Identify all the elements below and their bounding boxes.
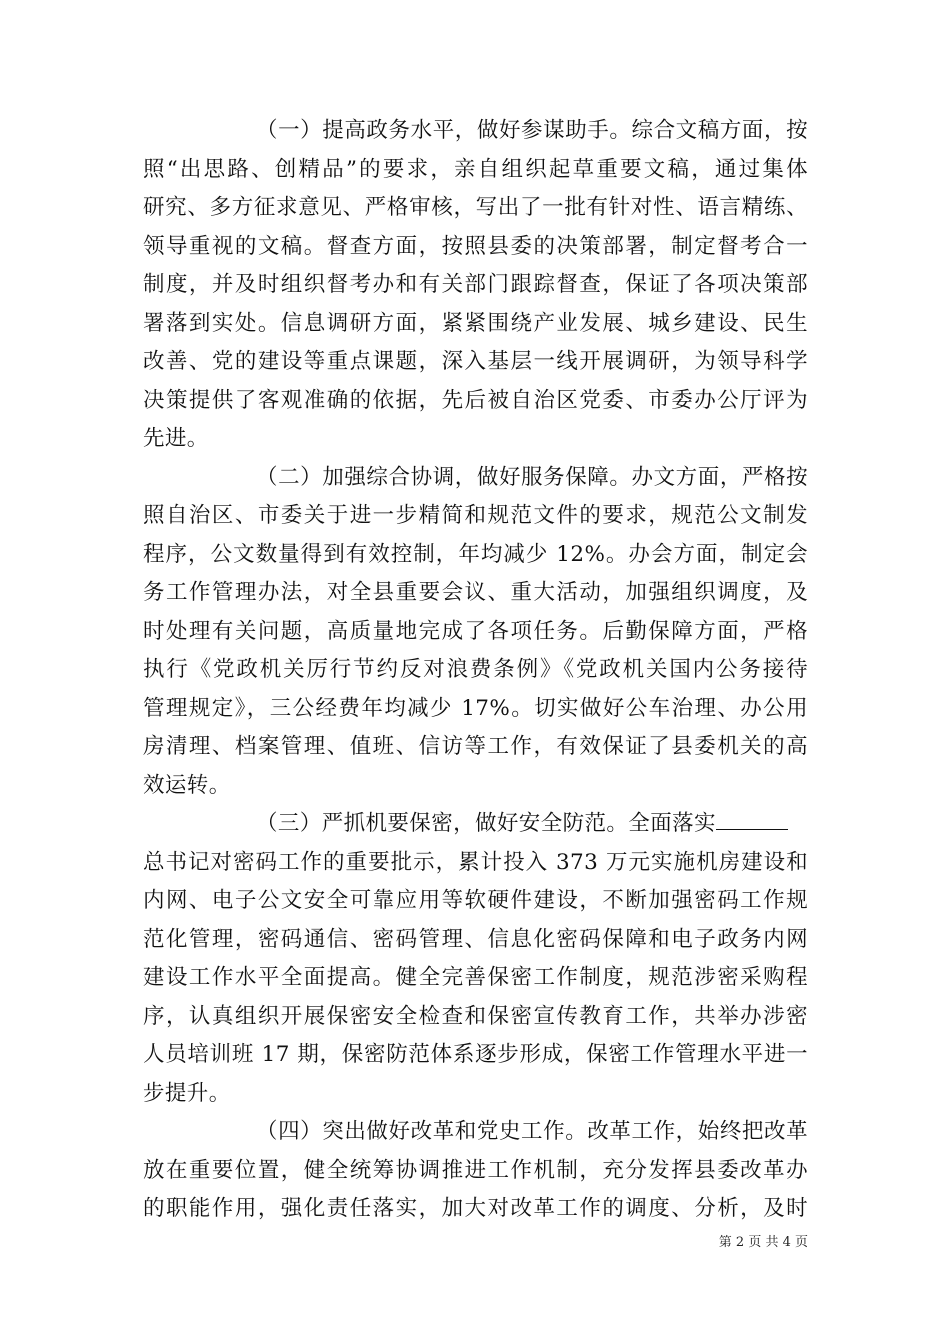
paragraph-line: 步提升。 <box>143 1080 231 1106</box>
paragraph-line: 领导重视的文稿。督查方面，按照县委的决策部署，制定督考合一 <box>143 233 808 259</box>
paragraph-line: （一）提高政务水平，做好参谋助手。综合文稿方面，按 <box>256 118 808 143</box>
paragraph-line: 序，认真组织开展保密安全检查和保密宣传教育工作，共举办涉密 <box>143 1003 808 1029</box>
document-body <box>143 112 808 1229</box>
paragraph-line: 照“出思路、创精品”的要求，亲自组织起草重要文稿，通过集体 <box>143 156 808 182</box>
paragraph-line: 时处理有关问题，高质量地完成了各项任务。后勤保障方面，严格 <box>143 618 808 644</box>
paragraph-line: 署落到实处。信息调研方面，紧紧围绕产业发展、城乡建设、民生 <box>143 310 808 336</box>
paragraph-line: （二）加强综合协调，做好服务保障。办文方面，严格按 <box>256 464 808 490</box>
paragraph-4 <box>143 1113 808 1229</box>
paragraph-line: 管理规定》，三公经费年均减少 17%。切实做好公车治理、办公用 <box>143 695 808 721</box>
paragraph-line: 制度，并及时组织督考办和有关部门跟踪督查，保证了各项决策部 <box>143 272 808 297</box>
paragraph-line: 先进。 <box>143 426 209 451</box>
paragraph-line: 范化管理，密码通信、密码管理、信息化密码保障和电子政务内网 <box>143 926 808 952</box>
paragraph-line: 效运转。 <box>143 772 231 798</box>
redacted-blank <box>716 811 788 830</box>
paragraph-line <box>143 805 808 844</box>
paragraph-3 <box>143 805 808 1113</box>
paragraph-1 <box>143 112 808 459</box>
paragraph-2 <box>143 459 808 806</box>
paragraph-line: 务工作管理办法，对全县重要会议、重大活动，加强组织调度，及 <box>143 580 808 605</box>
paragraph-line: 放在重要位置，健全统筹协调推进工作机制，充分发挥县委改革办 <box>143 1157 808 1183</box>
paragraph-line: 内网、电子公文安全可靠应用等软硬件建设，不断加强密码工作规 <box>143 888 808 913</box>
paragraph-line: 决策提供了客观准确的依据，先后被自治区党委、市委办公厅评为 <box>143 387 808 413</box>
paragraph-line: 照自治区、市委关于进一步精简和规范文件的要求，规范公文制发 <box>143 503 808 528</box>
paragraph-line: 房清理、档案管理、值班、信访等工作，有效保证了县委机关的高 <box>143 734 808 759</box>
paragraph-line: 总书记对密码工作的重要批示，累计投入 373 万元实施机房建设和 <box>143 849 808 875</box>
paragraph-line-text: （三）严抓机要保密，做好安全防范。全面落实 <box>256 811 716 836</box>
paragraph-line: 改善、党的建设等重点课题，深入基层一线开展调研，为领导科学 <box>143 349 808 374</box>
page-number-footer: 第 2 页 共 4 页 <box>718 1235 808 1250</box>
paragraph-line: （四）突出做好改革和党史工作。改革工作，始终把改革 <box>256 1119 808 1144</box>
paragraph-line: 研究、多方征求意见、严格审核，写出了一批有针对性、语言精练、 <box>143 195 808 220</box>
paragraph-line: 程序，公文数量得到有效控制，年均减少 12%。办会方面，制定会 <box>143 541 808 567</box>
paragraph-line: 建设工作水平全面提高。健全完善保密工作制度，规范涉密采购程 <box>143 965 808 990</box>
paragraph-line: 的职能作用，强化责任落实，加大对改革工作的调度、分析，及时 <box>143 1196 808 1221</box>
paragraph-line: 人员培训班 17 期，保密防范体系逐步形成，保密工作管理水平进一 <box>143 1042 808 1067</box>
paragraph-line: 执行《党政机关厉行节约反对浪费条例》《党政机关国内公务接待 <box>143 657 808 682</box>
